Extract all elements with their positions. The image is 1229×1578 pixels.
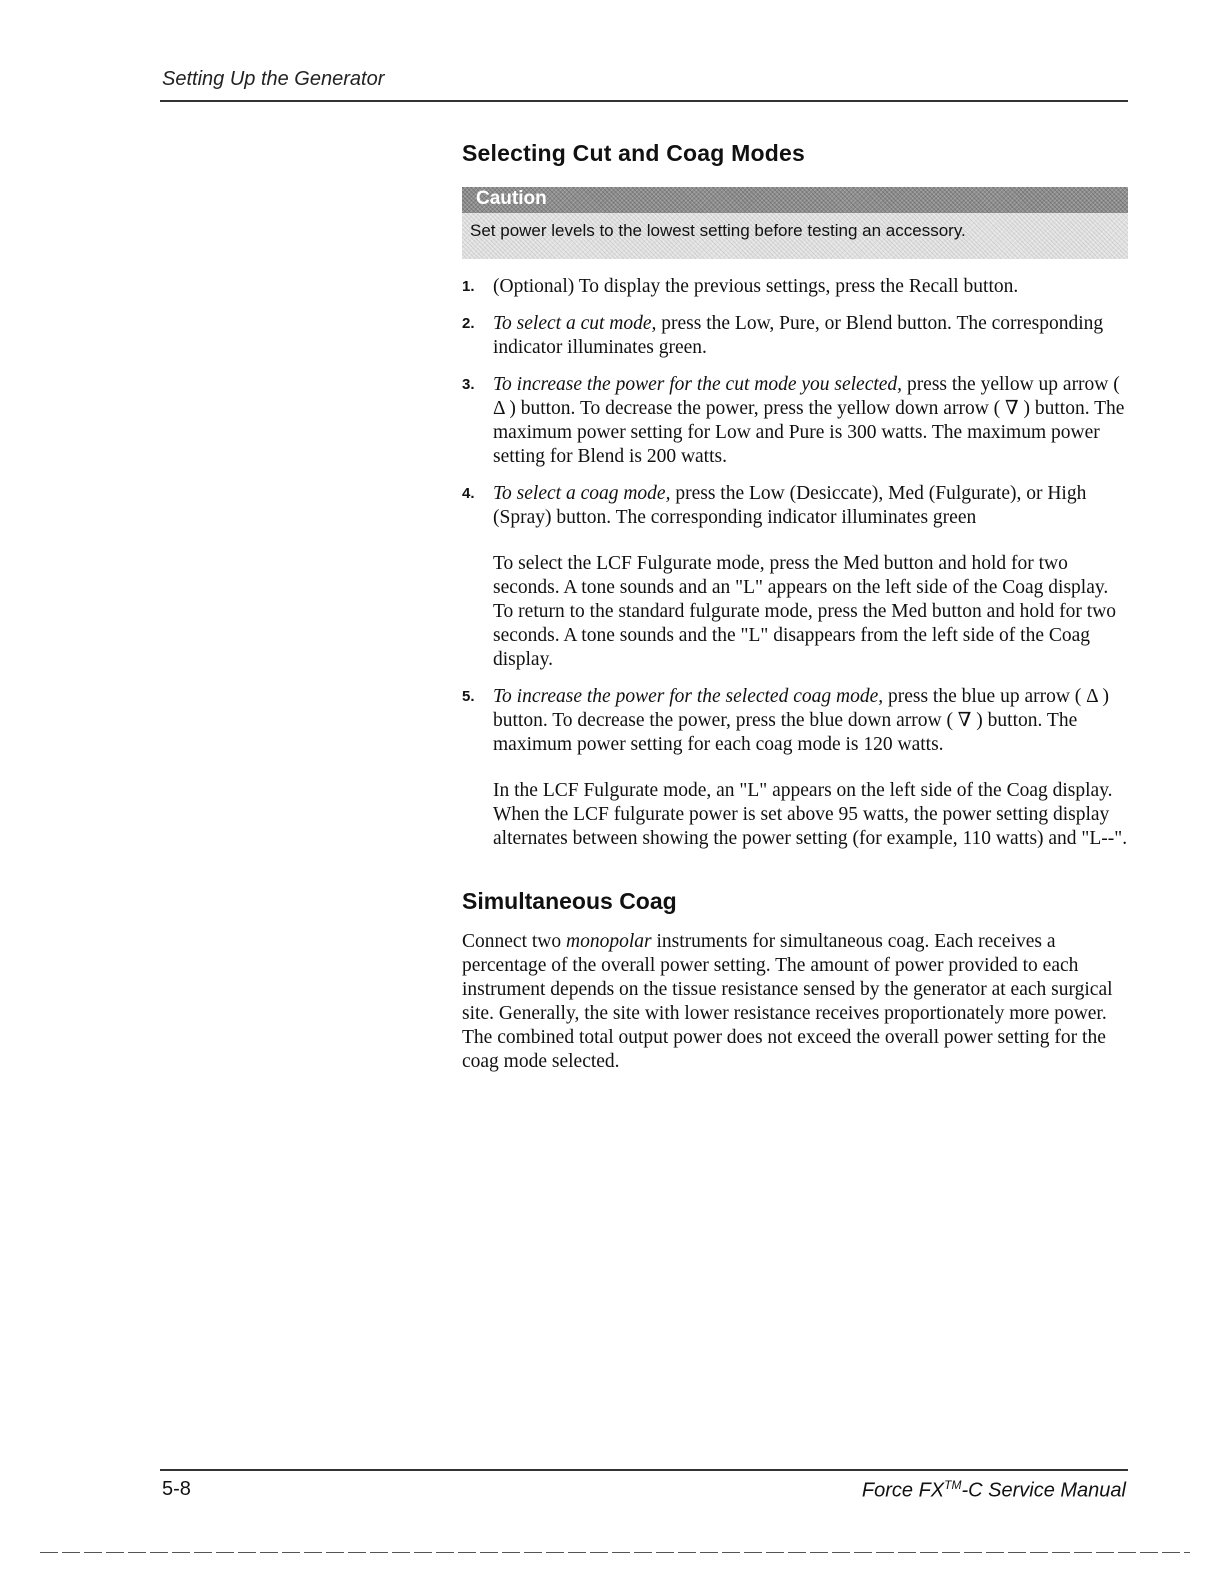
step-body: press the Low (Desiccate), Med (Fulgurate), or High (Spray) button. The corresponding indicator illuminates green xyxy=(493,483,1087,528)
step-text xyxy=(493,686,1109,755)
para-start: Connect two xyxy=(462,931,566,952)
caution-box xyxy=(462,187,1128,259)
step-text xyxy=(493,374,1124,467)
scan-edge-line xyxy=(40,1552,1190,1553)
step-number: 5. xyxy=(462,688,475,705)
steps-list xyxy=(462,275,1128,851)
caution-title: Caution xyxy=(476,188,547,209)
step-lead: To increase the power for the cut mode you selected, xyxy=(493,374,903,395)
step-text xyxy=(493,313,1103,358)
step-number: 1. xyxy=(462,278,475,295)
header-divider xyxy=(160,100,1128,102)
step-lead: To select a cut mode, xyxy=(493,313,657,334)
step-number: 2. xyxy=(462,315,475,332)
section-heading-simultaneous-coag: Simultaneous Coag xyxy=(462,888,677,914)
page-number: 5-8 xyxy=(162,1478,191,1500)
step-text: (Optional) To display the previous settings, press the Recall button. xyxy=(493,276,1019,297)
step-sub-paragraph: In the LCF Fulgurate mode, an "L" appears on the left side of the Coag display. When the LCF fulgurate power is set above 95 watts, the power setting display alternates between showing the power setting (for example, 110 watts) and "L--". xyxy=(493,780,1128,849)
para-emphasis: monopolar xyxy=(565,931,652,952)
running-header: Setting Up the Generator xyxy=(162,68,385,90)
step-4 xyxy=(462,482,1128,672)
step-5 xyxy=(462,685,1128,851)
caution-title-band xyxy=(462,187,1128,213)
step-body: press the Low, Pure, or Blend button. The corresponding indicator illuminates green. xyxy=(493,313,1104,358)
section-heading-cut-coag: Selecting Cut and Coag Modes xyxy=(462,140,805,166)
step-text xyxy=(493,483,1086,528)
manual-title-pre: Force FX xyxy=(861,1479,945,1502)
step-sub-paragraph: To select the LCF Fulgurate mode, press the Med button and hold for two seconds. A tone sounds and an "L" appears on the left side of the Coag display. To return to the standard fulgurate mode, press the Med button and hold for two seconds. A tone sounds and the "L" disappears from the left side of the Coag display. xyxy=(493,553,1117,670)
trademark-mark: TM xyxy=(944,1478,962,1492)
main-content xyxy=(462,140,1128,1074)
manual-title xyxy=(862,1478,1126,1503)
manual-title-post: -C Service Manual xyxy=(961,1479,1126,1502)
step-lead: To select a coag mode, xyxy=(493,483,671,504)
step-3 xyxy=(462,373,1128,469)
step-lead: To increase the power for the selected coag mode, xyxy=(493,686,884,707)
caution-text: Set power levels to the lowest setting before testing an accessory. xyxy=(470,221,966,240)
step-body: press the yellow up arrow ( Δ ) button. To decrease the power, press the yellow down arrow ( ∇ ) button. The maximum power setting for Low and Pure is 300 watts. The maximum power setting for Blend is 200 watts. xyxy=(493,374,1125,467)
footer-divider xyxy=(160,1469,1128,1471)
simultaneous-coag-paragraph xyxy=(462,930,1128,1074)
step-body: press the blue up arrow ( Δ ) button. To decrease the power, press the blue down arrow ( ∇ ) button. The maximum power setting for each coag mode is 120 watts. xyxy=(493,686,1110,755)
step-2 xyxy=(462,312,1128,360)
para-end: instruments for simultaneous coag. Each receives a percentage of the overall power setting. The amount of power provided to each instrument depends on the tissue resistance sensed by the generator at each surgical site. Generally, the site with lower resistance receives proportionately more power. The combined total output power does not exceed the overall power setting for the coag mode selected. xyxy=(462,931,1113,1072)
step-number: 3. xyxy=(462,376,475,393)
step-1 xyxy=(462,275,1128,299)
step-number: 4. xyxy=(462,485,475,502)
